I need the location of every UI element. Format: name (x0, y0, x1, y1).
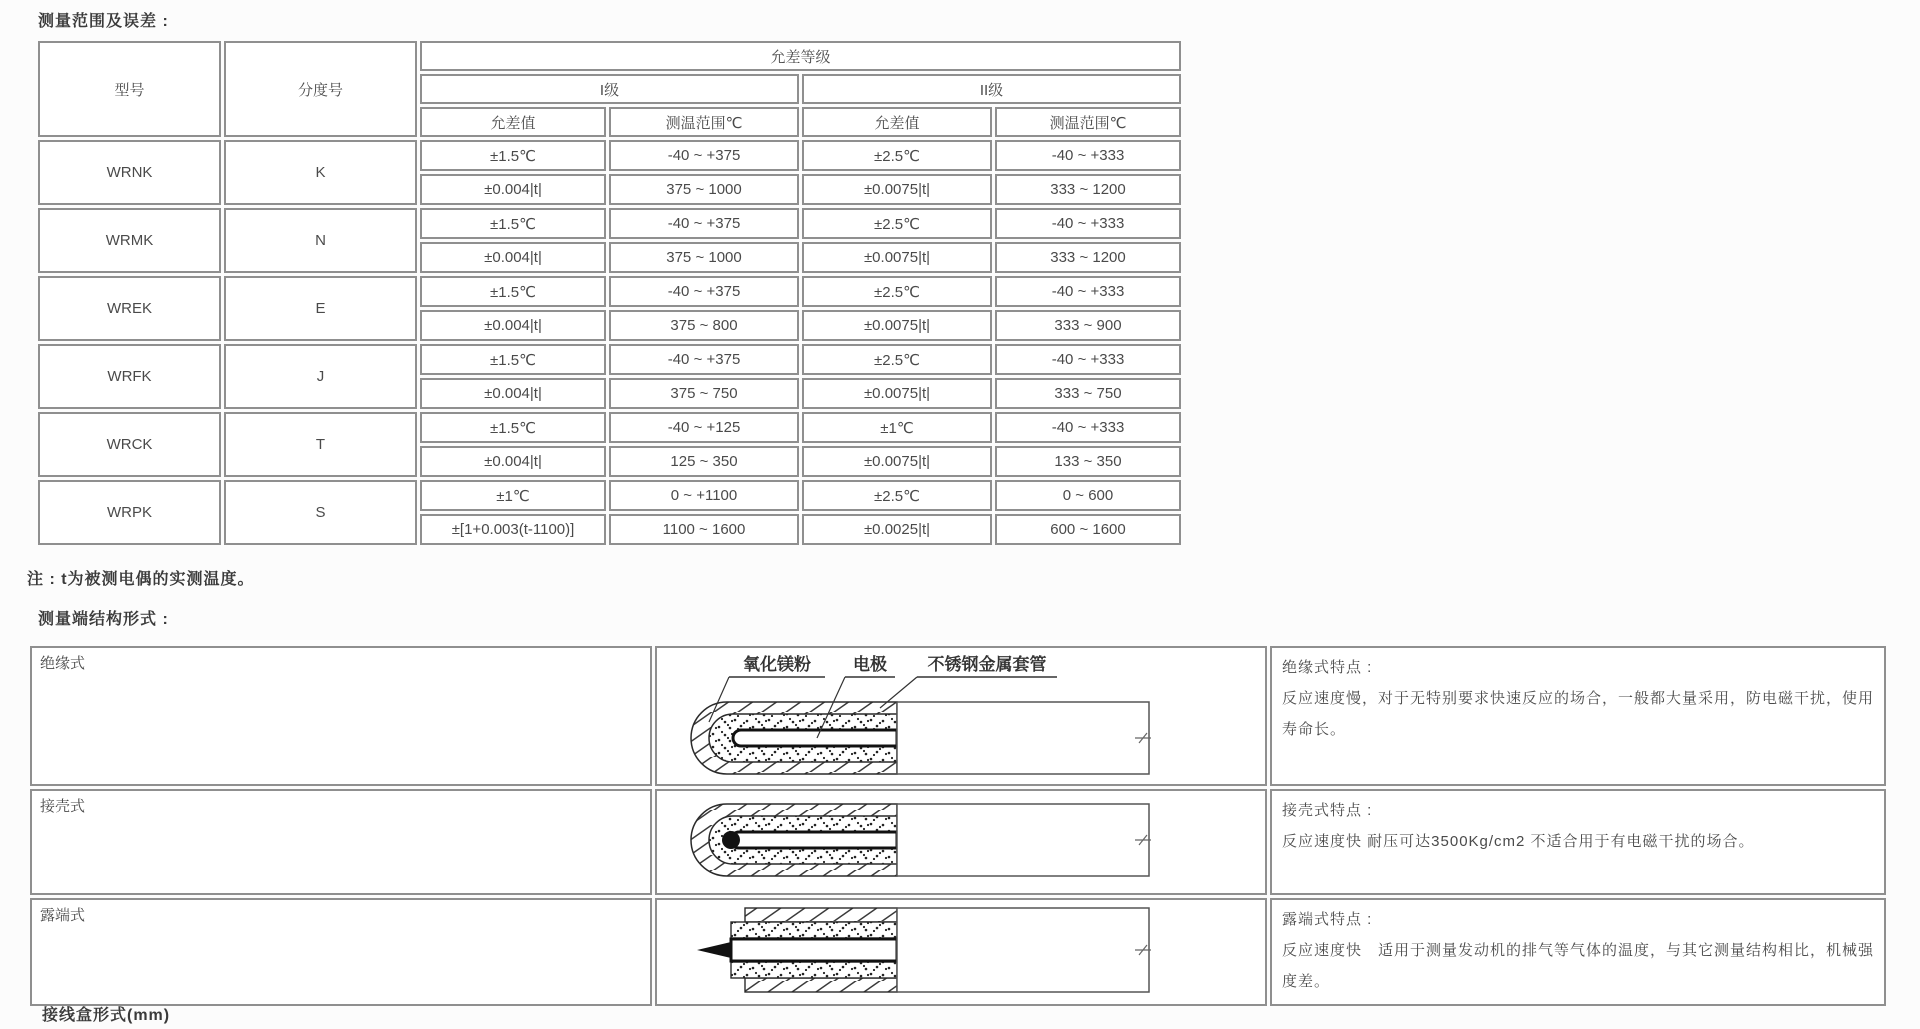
feature-text: 反应速度快 耐压可达3500Kg/cm2 不适合用于有电磁干扰的场合。 (1282, 833, 1755, 850)
feature-cell (1270, 646, 1886, 786)
range-cell: -40 ~ +375 (609, 344, 799, 375)
feature-title: 接壳式特点 : (1282, 802, 1373, 819)
graduation-cell: E (224, 276, 417, 341)
feature-text: 反应速度快 适用于测量发动机的排气等气体的温度，与其它测量结构相比，机械强度差。 (1282, 942, 1875, 990)
range-cell: 0 ~ +1100 (609, 480, 799, 511)
header-graduation: 分度号 (224, 41, 417, 137)
graduation-cell: N (224, 208, 417, 273)
tolerance-cell: ±0.004|t| (420, 378, 606, 409)
range-cell: 333 ~ 1200 (995, 242, 1181, 273)
structure-name: 绝缘式 (30, 646, 652, 786)
graduation-cell: K (224, 140, 417, 205)
range-cell: 0 ~ 600 (995, 480, 1181, 511)
tolerance-cell: ±0.004|t| (420, 446, 606, 477)
graduation-cell: J (224, 344, 417, 409)
model-cell: WRPK (38, 480, 221, 545)
model-cell: WRMK (38, 208, 221, 273)
insulated-thermocouple-diagram (665, 652, 1265, 776)
tolerance-cell: ±0.0075|t| (802, 446, 992, 477)
feature-cell (1270, 789, 1886, 895)
tolerance-cell: ±1℃ (420, 480, 606, 511)
range-cell: -40 ~ +375 (609, 140, 799, 171)
range-cell: -40 ~ +375 (609, 276, 799, 307)
model-cell: WRFK (38, 344, 221, 409)
section-title-range-error: 测量范围及误差 : (38, 13, 169, 30)
range-cell: -40 ~ +333 (995, 140, 1181, 171)
header-range: 测温范围℃ (609, 107, 799, 137)
header-tolerance-class: 允差等级 (420, 41, 1181, 71)
table-row (38, 344, 1181, 375)
shell-diagram-cell (655, 789, 1267, 895)
tolerance-cell: ±2.5℃ (802, 208, 992, 239)
model-cell: WRCK (38, 412, 221, 477)
exposed-end-thermocouple-diagram (665, 906, 1265, 994)
range-cell: -40 ~ +333 (995, 412, 1181, 443)
feature-title: 绝缘式特点 : (1282, 659, 1373, 676)
tolerance-cell: ±2.5℃ (802, 344, 992, 375)
range-cell: -40 ~ +375 (609, 208, 799, 239)
tolerance-cell: ±0.0075|t| (802, 242, 992, 273)
table-row (38, 276, 1181, 307)
tolerance-cell: ±1.5℃ (420, 344, 606, 375)
feature-text: 反应速度慢，对于无特别要求快速反应的场合，一般都大量采用，防电磁干扰，使用寿命长。 (1282, 690, 1875, 738)
exposed-diagram-cell (655, 898, 1267, 1006)
tolerance-cell: ±0.0075|t| (802, 378, 992, 409)
table-row (38, 140, 1181, 171)
model-cell: WREK (38, 276, 221, 341)
tolerance-cell: ±1.5℃ (420, 276, 606, 307)
header-model: 型号 (38, 41, 221, 137)
diagram-label-electrode: 电极 (853, 655, 887, 674)
range-cell: -40 ~ +125 (609, 412, 799, 443)
range-cell: 375 ~ 800 (609, 310, 799, 341)
model-cell: WRNK (38, 140, 221, 205)
table-row (38, 208, 1181, 239)
graduation-cell: T (224, 412, 417, 477)
tolerance-cell: ±2.5℃ (802, 140, 992, 171)
tolerance-cell: ±0.004|t| (420, 310, 606, 341)
structure-name: 接壳式 (30, 789, 652, 895)
range-cell: -40 ~ +333 (995, 208, 1181, 239)
tolerance-cell: ±0.0075|t| (802, 310, 992, 341)
range-cell: 133 ~ 350 (995, 446, 1181, 477)
range-cell: 333 ~ 1200 (995, 174, 1181, 205)
tolerance-cell: ±0.004|t| (420, 242, 606, 273)
range-cell: 375 ~ 1000 (609, 174, 799, 205)
range-cell: -40 ~ +333 (995, 344, 1181, 375)
tolerance-cell: ±1.5℃ (420, 412, 606, 443)
welded-junction (722, 831, 740, 849)
diagram-label-mgo: 氧化镁粉 (743, 655, 811, 674)
tolerance-cell: ±0.0025|t| (802, 514, 992, 545)
range-cell: 600 ~ 1600 (995, 514, 1181, 545)
section-title-structure: 测量端结构形式 : (38, 611, 169, 628)
table-header-row (38, 41, 1181, 71)
tolerance-cell: ±2.5℃ (802, 480, 992, 511)
header-class2: II级 (802, 74, 1181, 104)
spec-table (35, 38, 1184, 548)
structure-row-insulated (30, 646, 1886, 786)
range-cell: 333 ~ 900 (995, 310, 1181, 341)
range-cell: 333 ~ 750 (995, 378, 1181, 409)
range-cell: 125 ~ 350 (609, 446, 799, 477)
structure-name: 露端式 (30, 898, 652, 1006)
note-text: 注 : t为被测电偶的实测温度。 (27, 571, 255, 588)
feature-title: 露端式特点 : (1282, 911, 1373, 928)
header-class1: I级 (420, 74, 799, 104)
range-cell: 1100 ~ 1600 (609, 514, 799, 545)
header-range: 测温范围℃ (995, 107, 1181, 137)
range-cell: 375 ~ 1000 (609, 242, 799, 273)
graduation-cell: S (224, 480, 417, 545)
structure-row-exposed (30, 898, 1886, 1006)
table-row (38, 412, 1181, 443)
feature-cell (1270, 898, 1886, 1006)
structure-row-shell (30, 789, 1886, 895)
range-cell: -40 ~ +333 (995, 276, 1181, 307)
header-tolerance: 允差值 (802, 107, 992, 137)
exposed-junction (697, 942, 731, 958)
range-cell: 375 ~ 750 (609, 378, 799, 409)
tolerance-cell: ±0.004|t| (420, 174, 606, 205)
diagram-label-sheath: 不锈钢金属套管 (927, 655, 1047, 674)
tolerance-cell: ±1.5℃ (420, 140, 606, 171)
tolerance-cell: ±1.5℃ (420, 208, 606, 239)
tolerance-cell: ±2.5℃ (802, 276, 992, 307)
tolerance-cell: ±[1+0.003(t-1100)] (420, 514, 606, 545)
table-row (38, 480, 1181, 511)
shell-connected-thermocouple-diagram (665, 795, 1265, 885)
insulated-diagram-cell (655, 646, 1267, 786)
junction-box-label: 接线盒形式(mm) (42, 1007, 171, 1024)
header-tolerance: 允差值 (420, 107, 606, 137)
tolerance-cell: ±0.0075|t| (802, 174, 992, 205)
structure-table (27, 643, 1889, 1009)
tolerance-cell: ±1℃ (802, 412, 992, 443)
